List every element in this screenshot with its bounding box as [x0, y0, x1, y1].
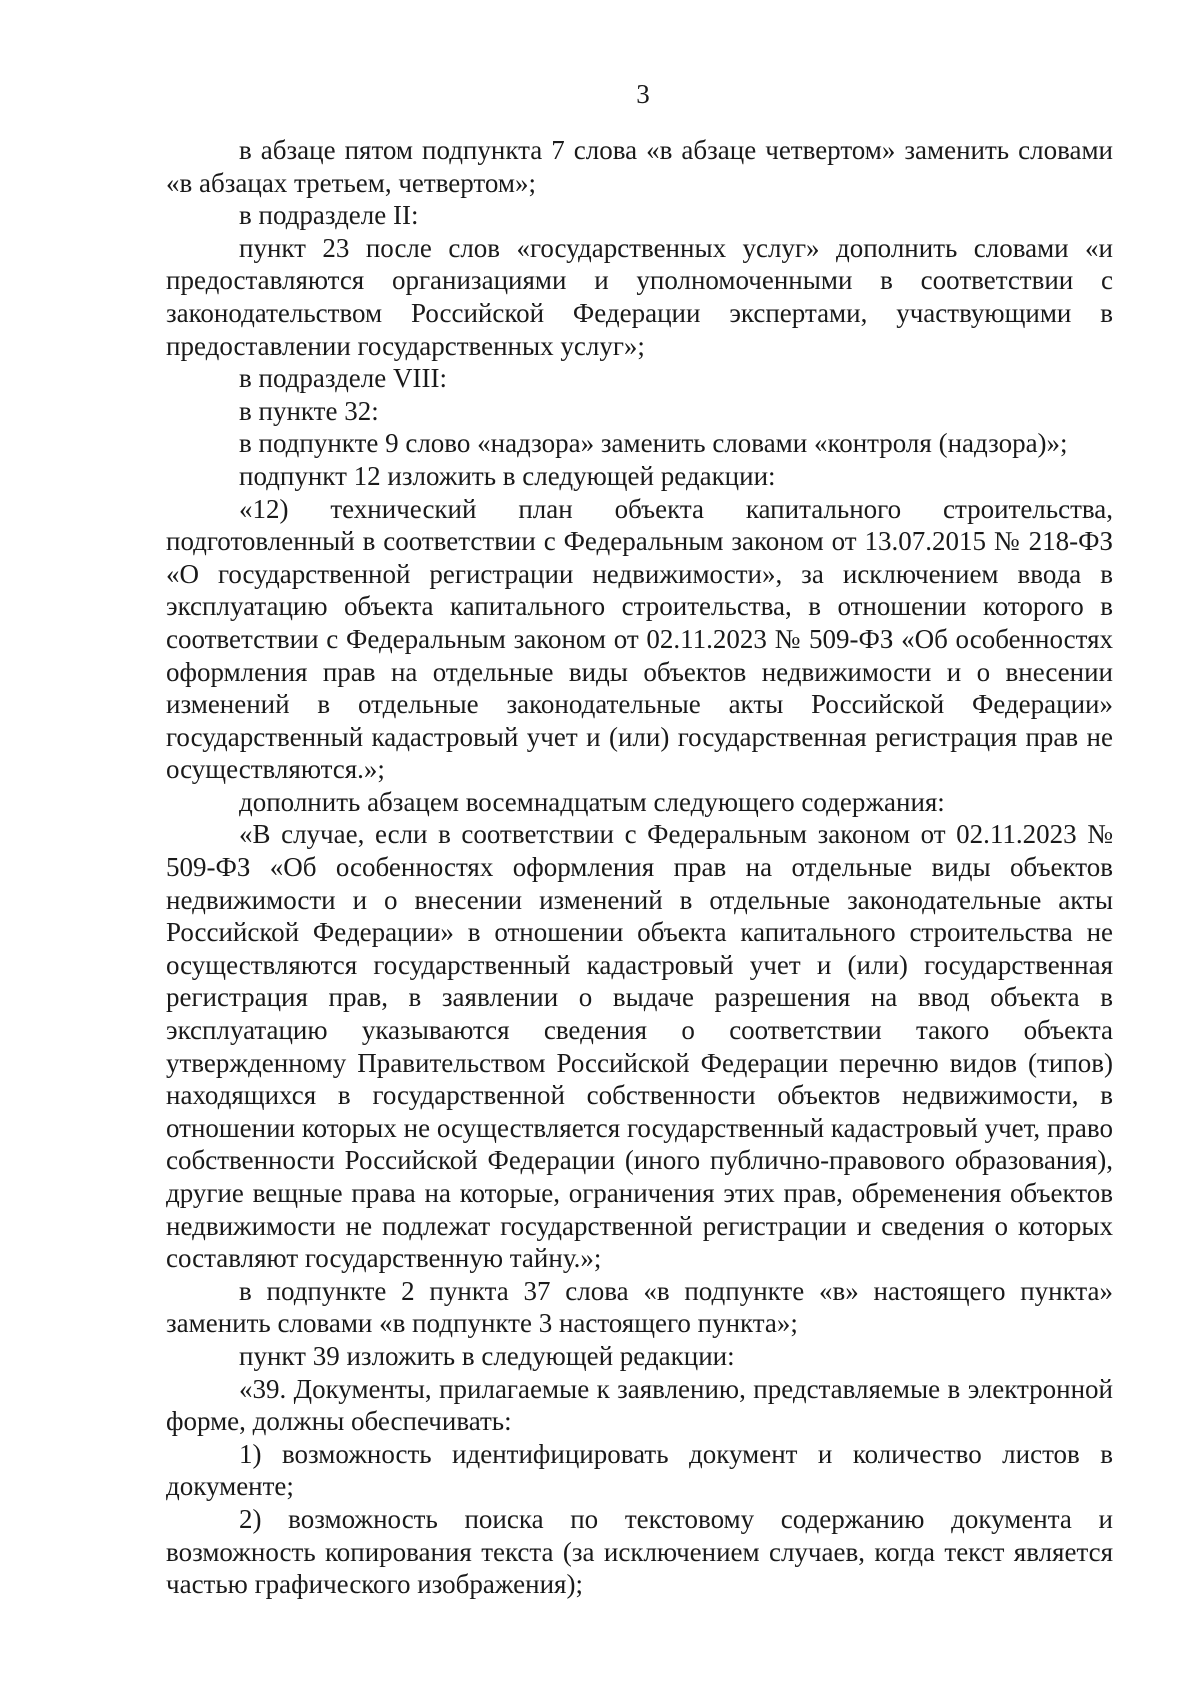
paragraph: в абзаце пятом подпункта 7 слова «в абзаце четвертом» заменить словами «в абзацах третьем, четвертом»;	[166, 135, 1113, 198]
page-number: 3	[636, 79, 650, 109]
paragraph: «39. Документы, прилагаемые к заявлению, представляемые в электронной форме, должны обеспечивать:	[166, 1373, 1113, 1437]
paragraph: дополнить абзацем восемнадцатым следующего содержания:	[239, 786, 945, 817]
paragraph: 1) возможность идентифицировать документ и количество листов в документе;	[166, 1438, 1113, 1502]
paragraph: подпункт 12 изложить в следующей редакции:	[239, 460, 776, 491]
paragraph: «12) технический план объекта капитального строительства, подготовленный в соответствии с Федеральным законом от 13.07.2015 № 218-ФЗ «О государственной регистрации недвижимости», за исключением ввода в эксплуатацию объекта капитального строительства, в отношении которого в соответствии с Федеральным законом от 02.11.2023 № 509-ФЗ «Об особенностях оформления прав на отдельные виды объектов недвижимости и о внесении изменений в отдельные законодательные акты Российской Федерации» государственный кадастровый учет и (или) государственная регистрация прав не осуществляются.»;	[166, 493, 1113, 785]
paragraph: в подразделе VIII:	[239, 363, 447, 394]
paragraph: пункт 39 изложить в следующей редакции:	[239, 1340, 735, 1371]
paragraph: в пункте 32:	[239, 395, 379, 426]
paragraph: в подпункте 2 пункта 37 слова «в подпункте «в» настоящего пункта» заменить словами «в подпункте 3 настоящего пункта»;	[166, 1275, 1113, 1339]
paragraph: пункт 23 после слов «государственных услуг» дополнить словами «и предоставляются организациями и уполномоченными в соответствии с законодательством Российской Федерации экспертами, участвующими в предоставлении государственных услуг»;	[166, 232, 1113, 361]
paragraph: 2) возможность поиска по текстовому содержанию документа и возможность копирования текста (за исключением случаев, когда текст является частью графического изображения);	[166, 1503, 1113, 1600]
paragraph: «В случае, если в соответствии с Федеральным законом от 02.11.2023 № 509-ФЗ «Об особенностях оформления прав на отдельные виды объектов недвижимости и о внесении изменений в отдельные законодательные акты Российской Федерации» в отношении объекта капитального строительства не осуществляются государственный кадастровый учет и (или) государственная регистрация прав, в заявлении о выдаче разрешения на ввод объекта в эксплуатацию указываются сведения о соответствии такого объекта утвержденному Правительством Российской Федерации перечню видов (типов) находящихся в государственной собственности объектов недвижимости, в отношении которых не осуществляется государственный кадастровый учет, право собственности Российской Федерации (иного публично-правового образования), другие вещные права на которые, ограничения этих прав, обременения объектов недвижимости не подлежат государственной регистрации и сведения о которых составляют государственную тайну.»;	[166, 819, 1113, 1274]
paragraph: в подпункте 9 слово «надзора» заменить словами «контроля (надзора)»;	[239, 428, 1068, 459]
paragraph: в подразделе II:	[239, 200, 419, 231]
document-body	[166, 134, 1113, 1601]
